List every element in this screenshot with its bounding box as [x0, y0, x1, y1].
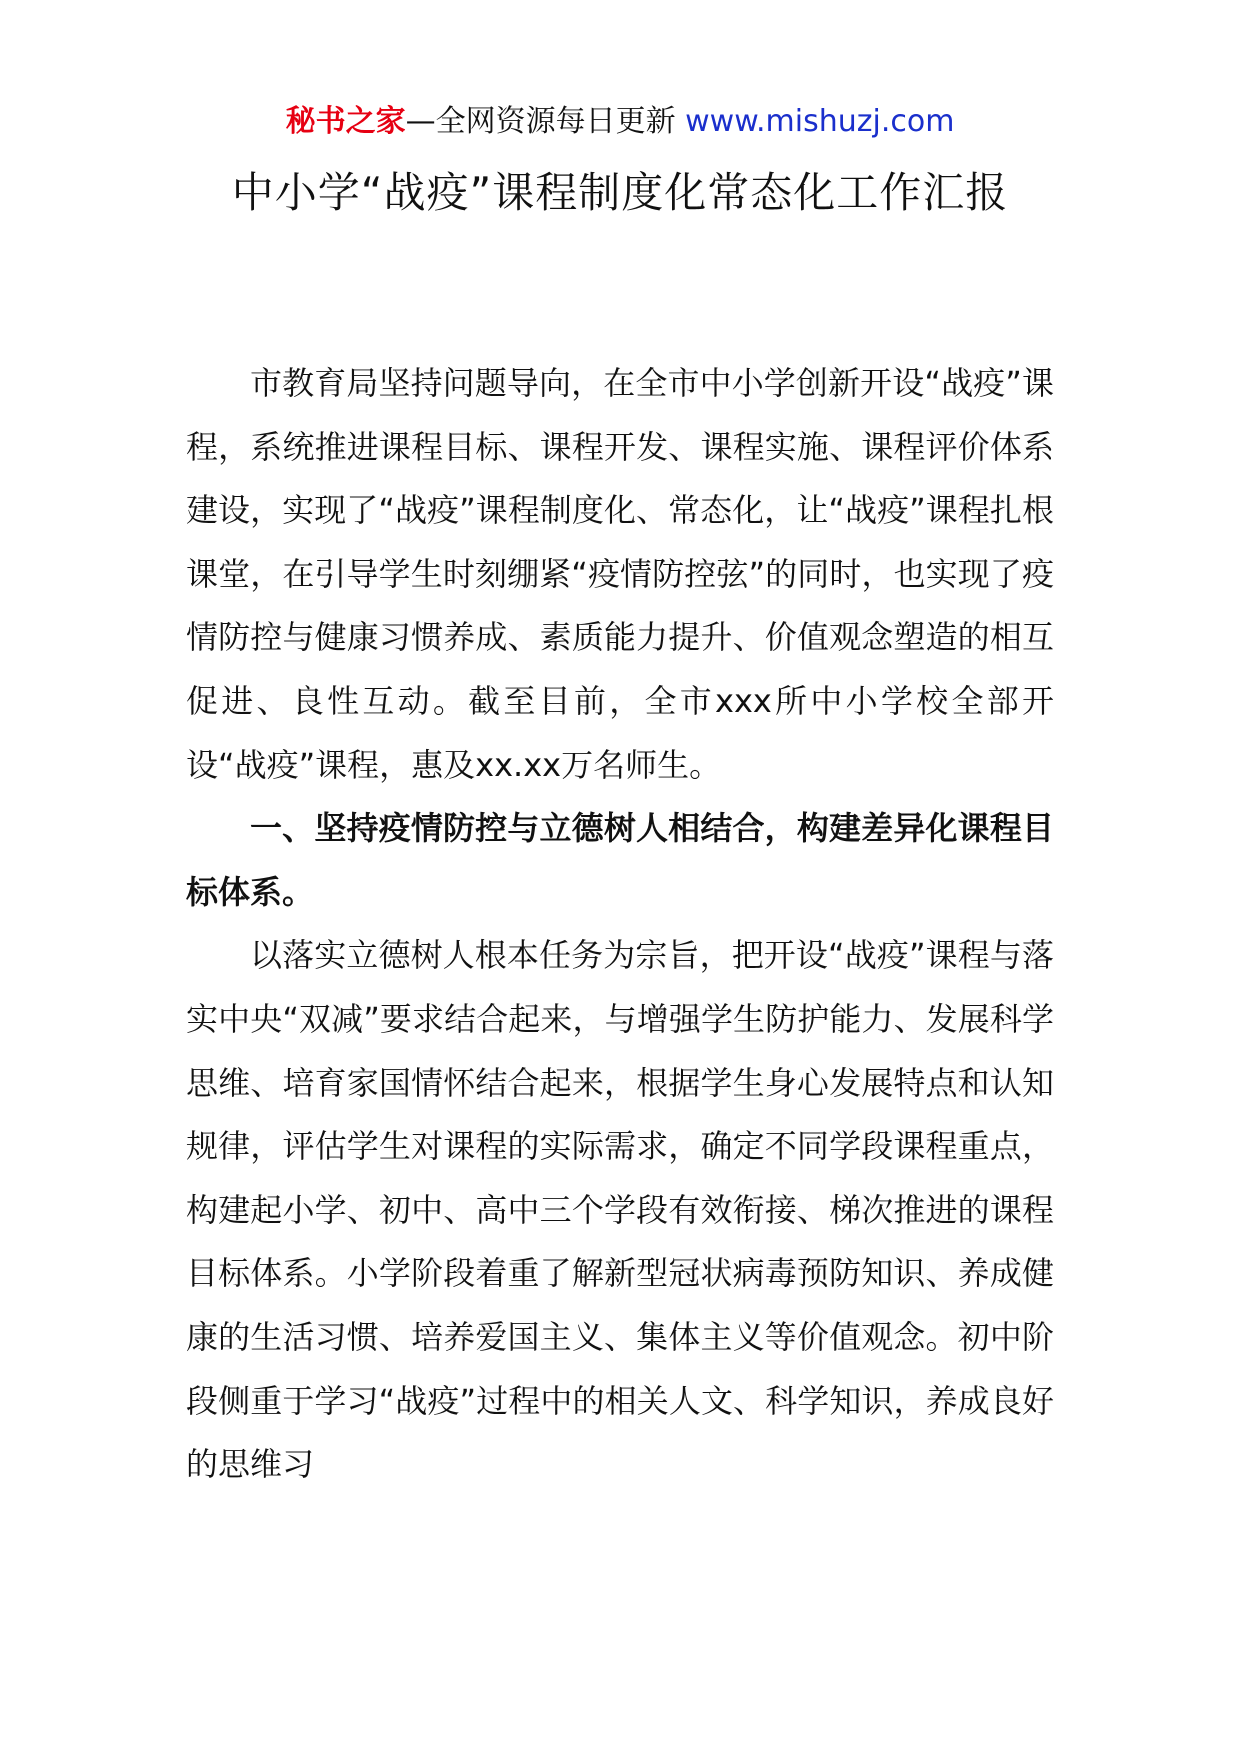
site-brand: 秘书之家	[285, 104, 406, 139]
site-banner	[0, 100, 1240, 144]
site-slogan: —全网资源每日更新	[405, 104, 676, 139]
body-paragraph: 以落实立德树人根本任务为宗旨，把开设“战疫”课程与落实中央“双减”要求结合起来，与增强学生防护能力、发展科学思维、培育家国情怀结合起来，根据学生身心发展特点和认知规律，评估学生对课程的实际需求，确定不同学段课程重点，构建起小学、初中、高中三个学段有效衔接、梯次推进的课程目标体系。小学阶段着重了解新型冠状病毒预防知识、养成健康的生活习惯、培养爱国主义、集体主义等价值观念。初中阶段侧重于学习“战疫”过程中的相关人文、科学知识，养成良好的思维习	[186, 936, 1054, 1484]
document-title: 中小学“战疫”课程制度化常态化工作汇报	[231, 168, 1009, 217]
document-body	[186, 352, 1054, 1497]
section-heading-1: 一、坚持疫情防控与立德树人相结合，构建差异化课程目标体系。	[186, 809, 1054, 911]
intro-paragraph: 市教育局坚持问题导向，在全市中小学创新开设“战疫”课程，系统推进课程目标、课程开发、课程实施、课程评价体系建设，实现了“战疫”课程制度化、常态化，让“战疫”课程扎根课堂，在引导学生时刻绷紧“疫情防控弦”的同时，也实现了疫情防控与健康习惯养成、素质能力提升、价值观念塑造的相互促进、良性互动。截至目前，全市xxx所中小学校全部开设“战疫”课程，惠及xx.xx万名师生。	[186, 364, 1054, 784]
site-url-link[interactable]: www.mishuzj.com	[685, 104, 955, 139]
